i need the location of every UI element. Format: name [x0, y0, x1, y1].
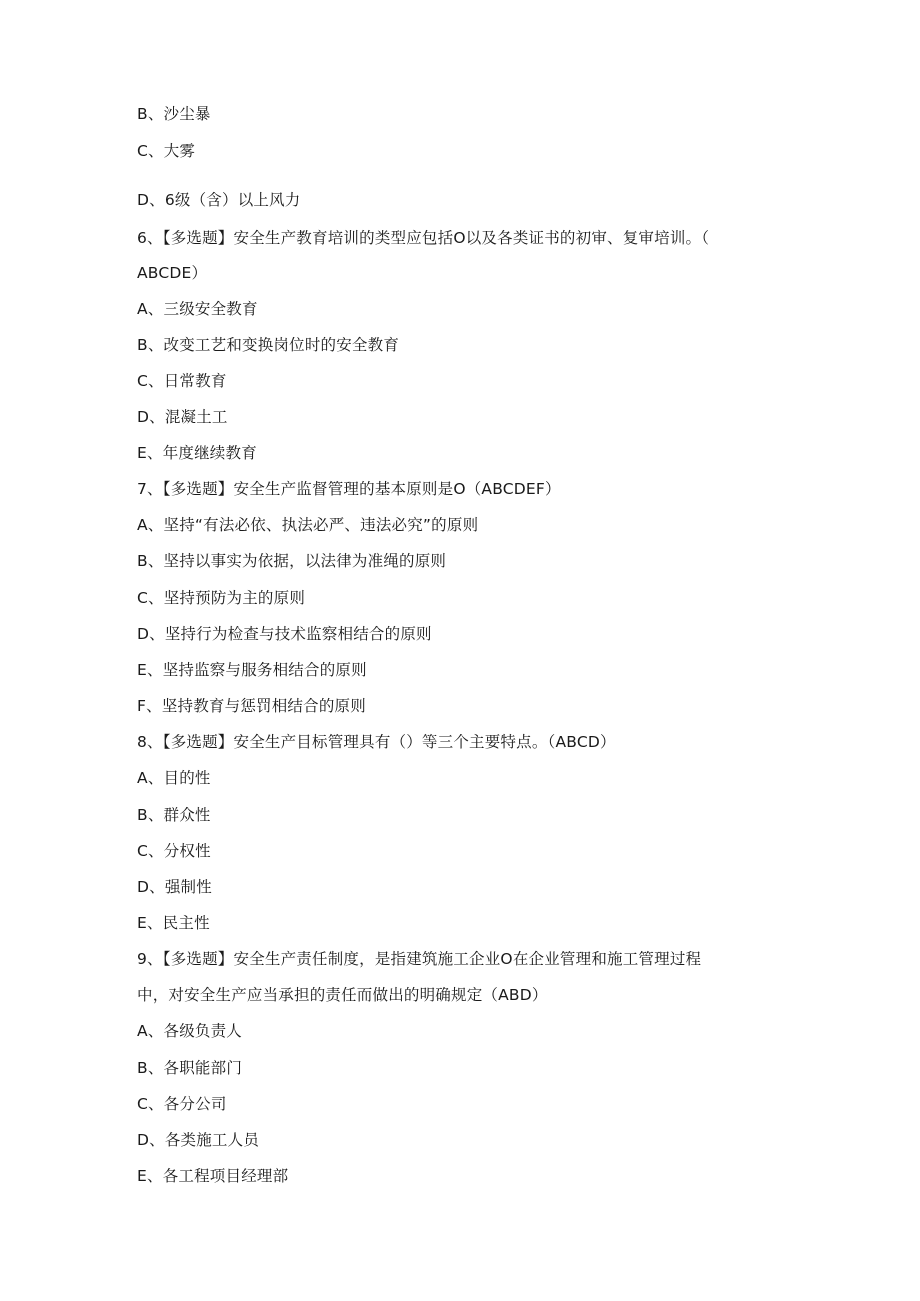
q7-option-b: B、坚持以事实为依据，以法律为准绳的原则 [137, 552, 447, 570]
q7-option-c: C、坚持预防为主的原则 [137, 589, 306, 607]
q7-option-a: A、坚持“有法必依、执法必严、违法必究”的原则 [137, 516, 479, 534]
q9-option-d: D、各类施工人员 [137, 1131, 260, 1149]
option-d-wind: D、6级（含）以上风力 [137, 191, 301, 209]
question-7: 7、【多选题】安全生产监督管理的基本原则是O（ABCDEF） [137, 480, 561, 498]
question-6-line-2: ABCDE） [137, 264, 208, 282]
question-9-line-1: 9、【多选题】安全生产责任制度，是指建筑施工企业O在企业管理和施工管理过程 [137, 950, 702, 968]
q8-option-c: C、分权性 [137, 842, 211, 860]
q6-option-e: E、年度继续教育 [137, 444, 257, 462]
q6-option-a: A、三级安全教育 [137, 300, 258, 318]
question-8: 8、【多选题】安全生产目标管理具有（）等三个主要特点。（ABCD） [137, 733, 616, 751]
q6-option-b: B、改变工艺和变换岗位时的安全教育 [137, 336, 400, 354]
q7-option-f: F、坚持教育与惩罚相结合的原则 [137, 697, 366, 715]
q7-option-e: E、坚持监察与服务相结合的原则 [137, 661, 367, 679]
q9-option-a: A、各级负责人 [137, 1022, 243, 1040]
q8-option-d: D、强制性 [137, 878, 212, 896]
q8-option-b: B、群众性 [137, 806, 211, 824]
question-6-line-1: 6、【多选题】安全生产教育培训的类型应包括O以及各类证书的初审、复审培训。（ [137, 229, 710, 247]
q8-option-e: E、民主性 [137, 914, 210, 932]
q9-option-b: B、各职能部门 [137, 1059, 243, 1077]
q6-option-c: C、日常教育 [137, 372, 227, 390]
option-b-sandstorm: B、沙尘暴 [137, 105, 211, 123]
q9-option-e: E、各工程项目经理部 [137, 1167, 289, 1185]
q6-option-d: D、混凝土工 [137, 408, 228, 426]
q9-option-c: C、各分公司 [137, 1095, 227, 1113]
q8-option-a: A、目的性 [137, 769, 211, 787]
option-c-fog: C、大雾 [137, 142, 196, 160]
q7-option-d: D、坚持行为检查与技术监察相结合的原则 [137, 625, 432, 643]
question-9-line-2: 中，对安全生产应当承担的责任而做出的明确规定（ABD） [137, 986, 548, 1004]
